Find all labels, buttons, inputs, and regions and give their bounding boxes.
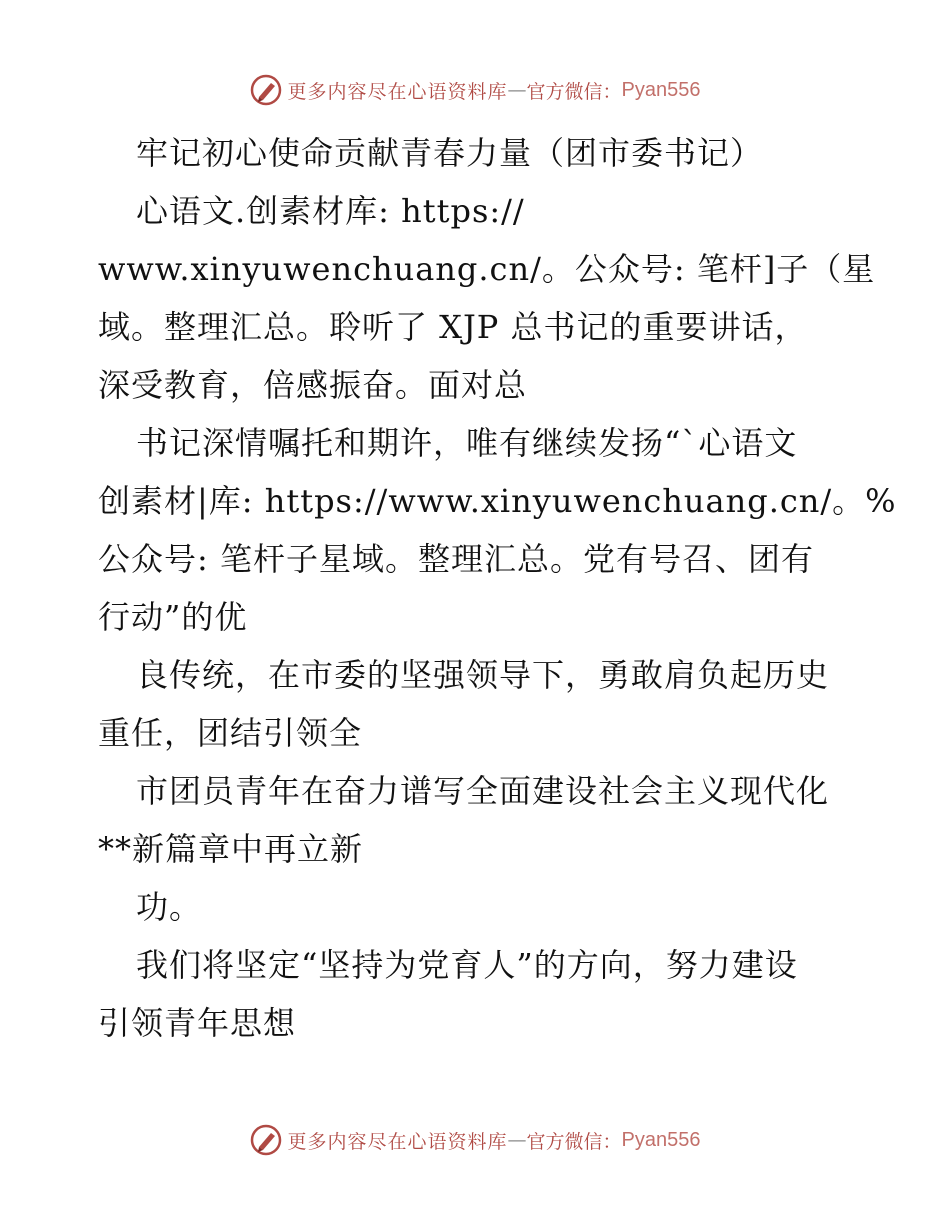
text-line: 书记深情嘱托和期许，唯有继续发扬“`心语文 — [136, 424, 798, 462]
text-line: **新篇章中再立新 — [98, 830, 364, 868]
banner-wechat-label: 官方微信： — [526, 1130, 622, 1153]
pen-logo-icon — [250, 74, 282, 106]
pen-logo-icon — [250, 1124, 282, 1156]
banner-slogan: 更多内容尽在心语资料库 — [287, 80, 508, 103]
text-line: 创素材|库: https://www.xinyuwenchuang.cn/。% — [98, 482, 897, 520]
banner-dash: — — [507, 1129, 527, 1151]
document-title: 牢记初心使命贡献青春力量（团市委书记） — [136, 134, 764, 172]
text-line: 我们将坚定“坚持为党育人”的方向，努力建设 — [136, 946, 798, 984]
footer-banner — [0, 1120, 950, 1160]
text-line: 良传统，在市委的坚强领导下，勇敢肩负起历史 — [136, 656, 830, 694]
text-line: 引领青年思想 — [98, 1004, 297, 1042]
text-line: 深受教育，倍感振奋。面对总 — [98, 366, 528, 404]
document-body — [98, 124, 897, 1052]
banner-slogan: 更多内容尽在心语资料库 — [287, 1130, 508, 1153]
banner-dash: — — [507, 79, 527, 101]
banner-wechat-id: Pyan556 — [621, 1128, 701, 1151]
banner-wechat-id: Pyan556 — [621, 78, 701, 101]
banner-wechat-label: 官方微信： — [526, 80, 622, 103]
text-line: 行动”的优 — [98, 598, 248, 636]
text-line: www.xinyuwenchuang.cn/。公众号: 笔杆]子（星 — [98, 250, 876, 288]
text-line: 公众号: 笔杆子星域。整理汇总。党有号召、团有 — [98, 540, 814, 578]
text-line: 心语文.创素材库: https:// — [136, 192, 525, 230]
text-line: 功。 — [136, 888, 203, 926]
header-banner — [0, 70, 950, 110]
text-line: 市团员青年在奋力谱写全面建设社会主义现代化 — [136, 772, 830, 810]
text-line: 域。整理汇总。聆听了 XJP 总书记的重要讲话， — [98, 308, 808, 346]
text-line: 重任，团结引领全 — [98, 714, 363, 752]
